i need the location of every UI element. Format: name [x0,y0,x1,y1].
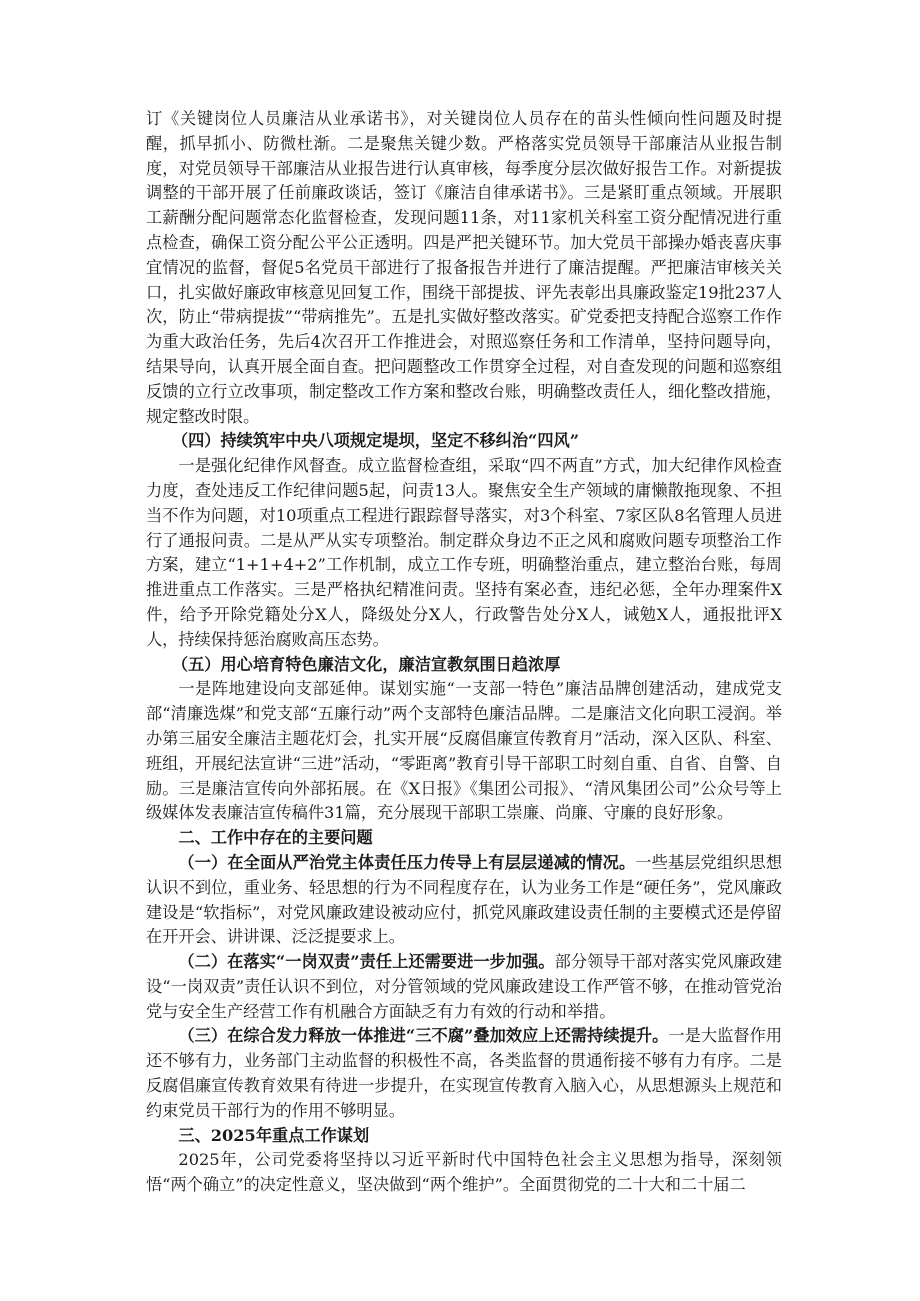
paragraph: 一是阵地建设向支部延伸。谋划实施“一支部一特色”廉洁品牌创建活动，建成党支部“清廉选煤”和党支部“五廉行动”两个支部特色廉洁品牌。二是廉洁文化向职工浸润。举办第三届安全廉洁主题花灯会，扎实开展“反腐倡廉宣传教育月”活动，深入区队、科室、班组，开展纪法宣讲“三进”活动，“零距离”教育引导干部职工时刻自重、自省、自警、自励。三是廉洁宣传向外部拓展。在《X日报》《集团公司报》、“清风集团公司”公众号等上级媒体发表廉洁宣传稿件31篇，充分展现干部职工崇廉、尚廉、守廉的良好形象。 [146,679,782,823]
paragraph-lead: （二）在落实“一岗双责”责任上还需要进一步加强。 [178,952,555,972]
paragraph-lead: （三）在综合发力释放一体推进“三不腐”叠加效应上还需持续提升。 [178,1026,669,1046]
paragraph [146,950,782,1024]
section-heading: （五）用心培育特色廉洁文化，廉洁宣教氛围日趋浓厚 [171,654,561,674]
paragraph: 一是强化纪律作风督查。成立监督检查组，采取“四不两直”方式，加大纪律作风检查力度，查处违反工作纪律问题5起，问责13人。聚焦安全生产领域的庸懒散拖现象、不担当不作为问题，对10项重点工程进行跟踪督导落实，对3个科室、7家区队8名管理人员进行了通报问责。二是从严从实专项整治。制定群众身边不正之风和腐败问题专项整治工作方案，建立“1+1+4+2”工作机制，成立工作专班，明确整治重点，建立整治台账，每周推进重点工作落实。三是严格执纪精准问责。坚持有案必查，违纪必惩，全年办理案件X件，给予开除党籍处分X人，降级处分X人，行政警告处分X人，诫勉X人，通报批评X人，持续保持惩治腐败高压态势。 [146,456,782,649]
document-body [146,107,782,1198]
paragraph-text: 一是大监督作用还不够有力，业务部门主动监督的积极性不高，各类监督的贯通衔接不够有力有序。二是反腐倡廉宣传教育效果有待进一步提升，在实现宣传教育入脑入心，从思想源头上规范和约束党员干部行为的作用不够明显。 [146,1026,783,1120]
paragraph-text: 一些基层党组织思想认识不到位，重业务、轻思想的行为不同程度存在，认为业务工作是“硬任务”，党风廉政建设是“软指标”，对党风廉政建设被动应付，抓党风廉政建设责任制的主要模式还是停留在开开会、讲讲课、泛泛提要求上。 [146,852,783,947]
chapter-heading: 三、2025年重点工作谋划 [178,1125,370,1145]
paragraph: 2025年，公司党委将坚持以习近平新时代中国特色社会主义思想为指导，深刻领悟“两个确立”的决定性意义，坚决做到“两个维护”。全面贯彻党的二十大和二十届二 [146,1150,782,1195]
paragraph [146,1024,782,1123]
paragraph: 订《关键岗位人员廉洁从业承诺书》，对关键岗位人员存在的苗头性倾向性问题及时提醒，抓早抓小、防微杜渐。二是聚焦关键少数。严格落实党员领导干部廉洁从业报告制度，对党员领导干部廉洁从业报告进行认真审核，每季度分层次做好报告工作。对新提拔调整的干部开展了任前廉政谈话，签订《廉洁自律承诺书》。三是紧盯重点领域。开展职工薪酬分配问题常态化监督检查，发现问题11条，对11家机关科室工资分配情况进行重点检查，确保工资分配公平公正透明。四是严把关键环节。加大党员干部操办婚丧喜庆事宜情况的监督，督促5名党员干部进行了报备报告并进行了廉洁提醒。严把廉洁审核关关口，扎实做好廉政审核意见回复工作，围绕干部提拔、评先表彰出具廉政鉴定19批237人次，防止“带病提拔”“带病推先”。五是扎实做好整改落实。矿党委把支持配合巡察工作作为重大政治任务，先后4次召开工作推进会，对照巡察任务和工作清单，坚持问题导向，结果导向，认真开展全面自查。把问题整改工作贯穿全过程，对自查发现的问题和巡察组反馈的立行立改事项，制定整改工作方案和整改台账，明确整改责任人，细化整改措施，规定整改时限。 [146,109,782,426]
paragraph [146,851,782,950]
paragraph-lead: （一）在全面从严治党主体责任压力传导上有层层递减的情况。 [178,852,636,872]
paragraph-text: 部分领导干部对落实党风廉政建设“一岗双责”责任认识不到位，对分管领域的党风廉政建设工作严管不够，在推动管党治党与安全生产经营工作有机融合方面缺乏有力有效的行动和举措。 [146,952,783,1021]
section-heading: （四）持续筑牢中央八项规定堤坝，坚定不移纠治“四风” [171,431,580,451]
chapter-heading: 二、工作中存在的主要问题 [178,828,373,848]
